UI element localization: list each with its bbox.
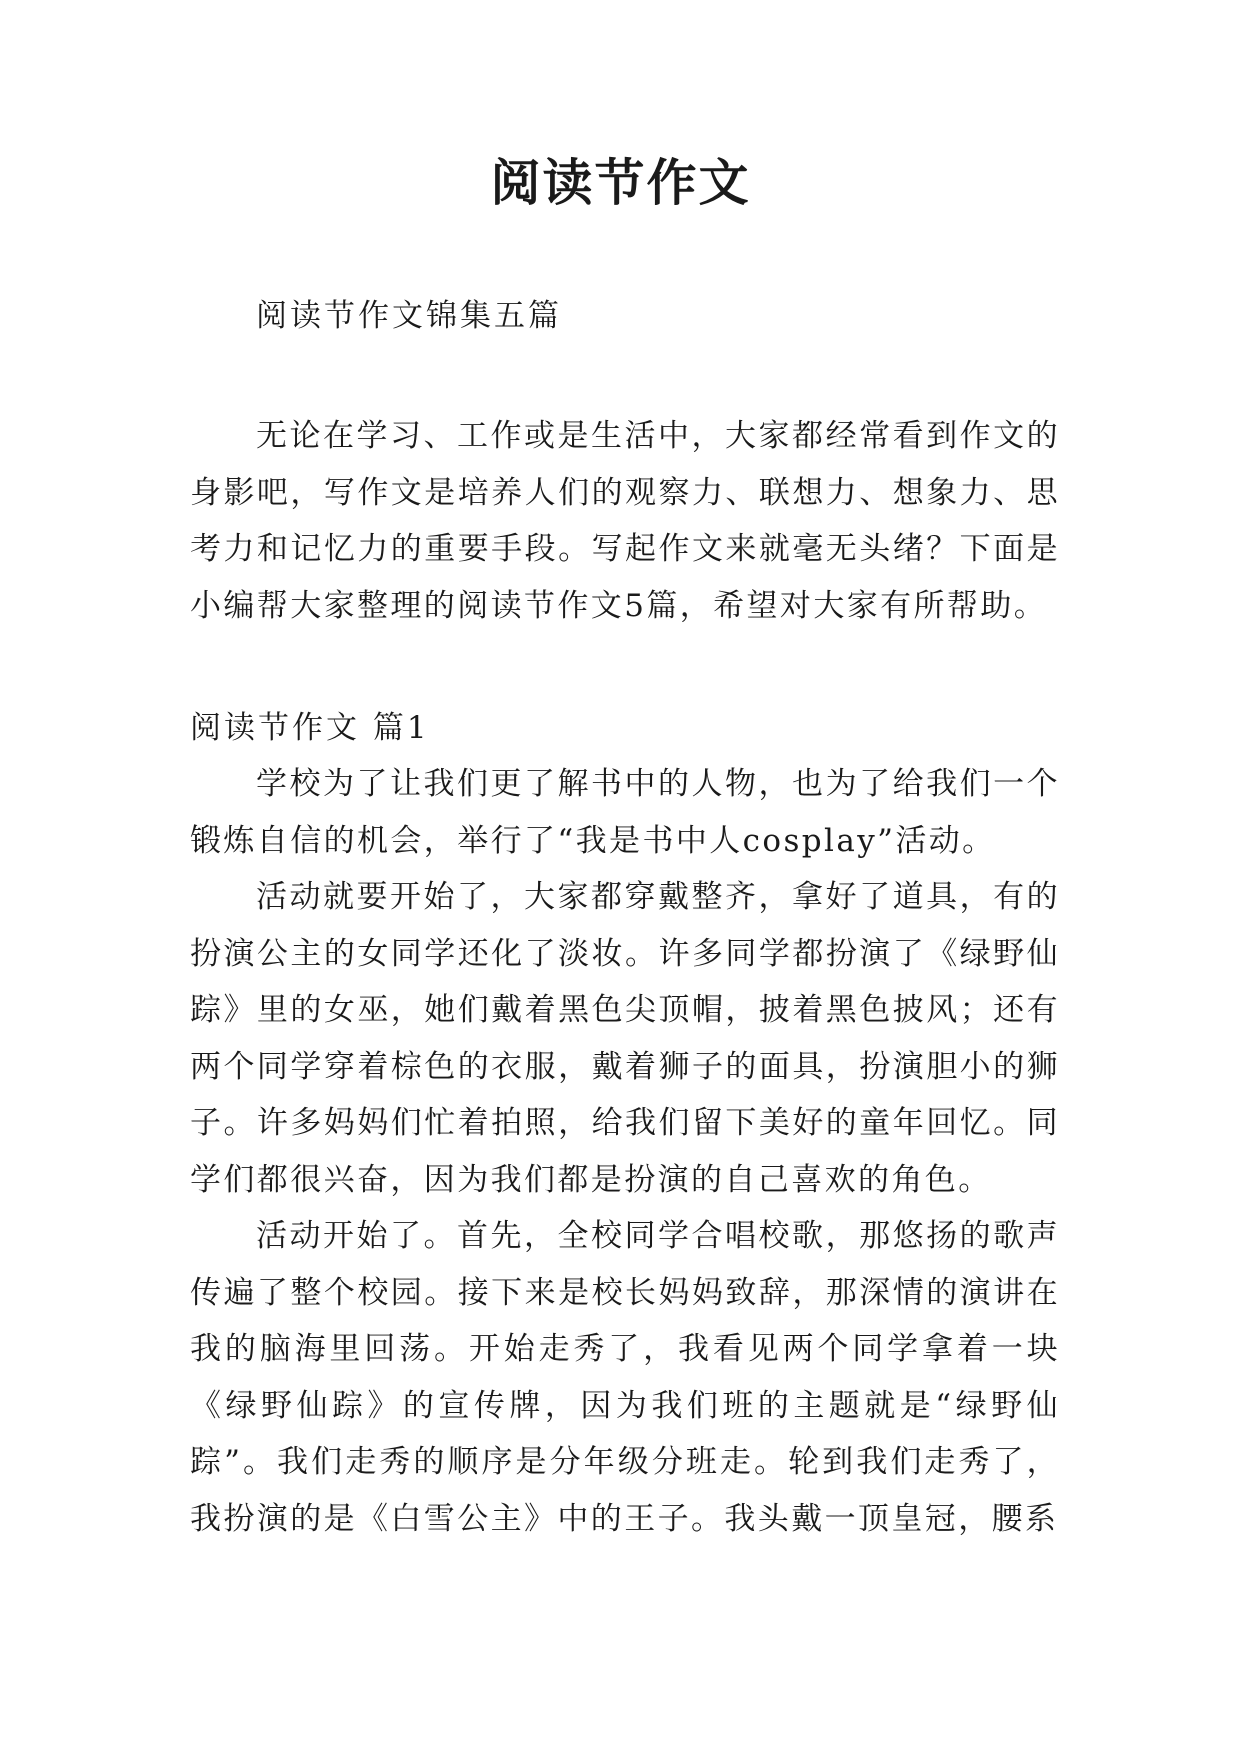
article-paragraph-3: 活动开始了。首先，全校同学合唱校歌，那悠扬的歌声传遍了整个校园。接下来是校长妈妈致辞，那深情的演讲在我的脑海里回荡。开始走秀了，我看见两个同学拿着一块《绿野仙踪》的宣传牌，因为我们班的主题就是“绿野仙踪”。我们走秀的顺序是分年级分班走。轮到我们走秀了，我扮演的是《白雪公主》中的王子。我头戴一顶皇冠，腰系: [190, 1218, 1060, 1537]
article-body: [190, 756, 1060, 1547]
article-paragraph-2: 活动就要开始了，大家都穿戴整齐，拿好了道具，有的扮演公主的女同学还化了淡妆。许多同学都扮演了《绿野仙踪》里的女巫，她们戴着黑色尖顶帽，披着黑色披风；还有两个同学穿着棕色的衣服，戴着狮子的面具，扮演胆小的狮子。许多妈妈们忙着拍照，给我们留下美好的童年回忆。同学们都很兴奋，因为我们都是扮演的自己喜欢的角色。: [190, 879, 1060, 1198]
intro-paragraph: 无论在学习、工作或是生活中，大家都经常看到作文的身影吧，写作文是培养人们的观察力、联想力、想象力、思考力和记忆力的重要手段。写起作文来就毫无头绪？下面是小编帮大家整理的阅读节作文5篇，希望对大家有所帮助。: [190, 418, 1060, 624]
document-title: 阅读节作文: [490, 153, 751, 212]
document-subtitle: 阅读节作文锦集五篇: [256, 298, 562, 334]
section-heading: 阅读节作文 篇1: [190, 710, 430, 746]
article-paragraph-1: 学校为了让我们更了解书中的人物，也为了给我们一个锻炼自信的机会，举行了“我是书中人cosplay”活动。: [190, 766, 1060, 859]
